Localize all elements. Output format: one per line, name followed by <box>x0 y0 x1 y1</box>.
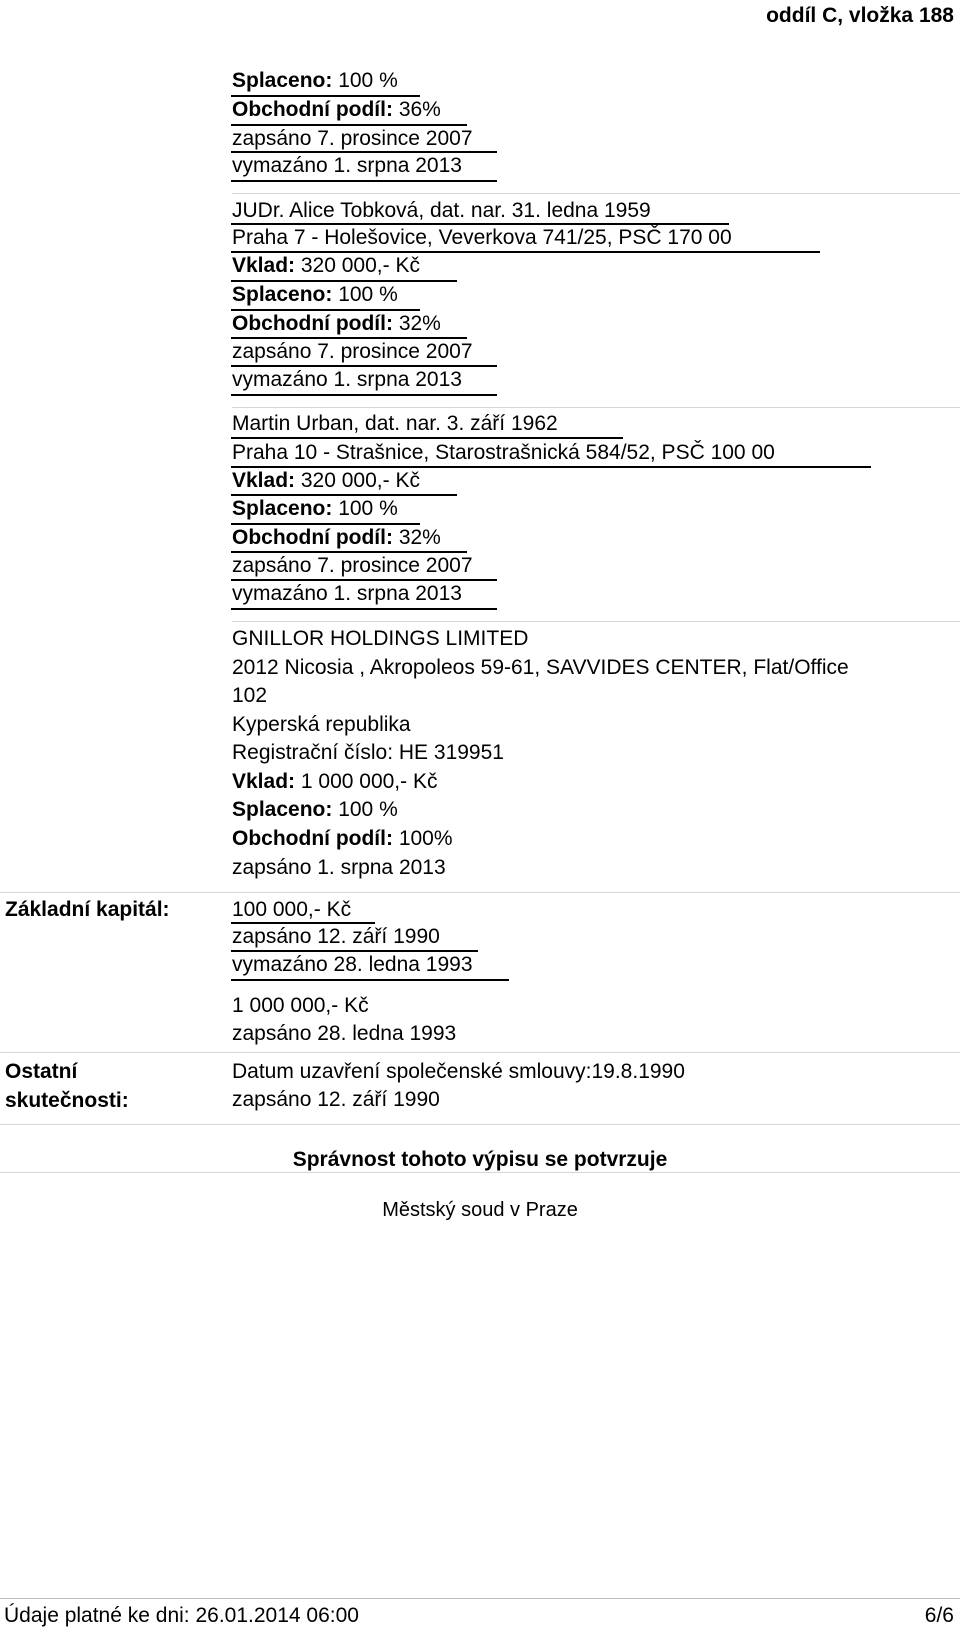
shareholder-country: Kyperská republika <box>232 713 411 736</box>
deposit-line: Vklad: 320 000,- Kč <box>232 254 420 277</box>
strike-underline <box>231 394 497 396</box>
divider <box>0 1172 960 1173</box>
shareholder-name: Martin Urban, dat. nar. 3. září 1962 <box>232 412 558 435</box>
capital-old-value: 100 000,- Kč <box>232 898 352 921</box>
capital-label: Základní kapitál: <box>5 898 170 921</box>
shareholder-address: 2012 Nicosia , Akropoleos 59-61, SAVVIDES CENTER, Flat/Office <box>232 656 849 679</box>
registered-date: zapsáno 7. prosince 2007 <box>232 554 473 577</box>
divider <box>0 1052 960 1053</box>
section-header: oddíl C, vložka 188 <box>766 4 954 27</box>
shareholder-address: Praha 10 - Strašnice, Starostrašnická 584/52, PSČ 100 00 <box>232 441 775 464</box>
registration-number: Registrační číslo: HE 319951 <box>232 741 504 764</box>
deposit-line: Vklad: 320 000,- Kč <box>232 469 420 492</box>
paid-line: Splaceno: 100 % <box>232 798 398 821</box>
other-facts-label-cont: skutečnosti: <box>5 1089 129 1112</box>
share-line: Obchodní podíl: 32% <box>232 312 441 335</box>
page-number: 6/6 <box>924 1604 954 1627</box>
contract-date: Datum uzavření společenské smlouvy:19.8.1990 <box>232 1060 685 1083</box>
other-facts-label: Ostatní <box>5 1060 78 1083</box>
deleted-date: vymazáno 1. srpna 2013 <box>232 582 462 605</box>
divider <box>232 407 960 408</box>
deposit-line: Vklad: 1 000 000,- Kč <box>232 770 438 793</box>
shareholder-address-cont: 102 <box>232 684 268 707</box>
registered-date: zapsáno 7. prosince 2007 <box>232 127 473 150</box>
capital-old-deleted: vymazáno 28. ledna 1993 <box>232 953 473 976</box>
deleted-date: vymazáno 1. srpna 2013 <box>232 154 462 177</box>
share-line: Obchodní podíl: 32% <box>232 526 441 549</box>
divider <box>232 193 960 194</box>
divider <box>232 621 960 622</box>
paid-line: Splaceno: 100 % <box>232 69 398 92</box>
paid-line: Splaceno: 100 % <box>232 497 398 520</box>
share-line: Obchodní podíl: 36% <box>232 98 441 121</box>
strike-underline <box>231 437 623 439</box>
shareholder-name: JUDr. Alice Tobková, dat. nar. 31. ledna 1959 <box>232 199 651 222</box>
other-facts-registered: zapsáno 12. září 1990 <box>232 1088 440 1111</box>
confirmation-text: Správnost tohoto výpisu se potvrzuje <box>292 1148 668 1171</box>
divider <box>0 892 960 893</box>
capital-value: 1 000 000,- Kč <box>232 994 369 1017</box>
strike-underline <box>231 180 497 182</box>
paid-line: Splaceno: 100 % <box>232 283 398 306</box>
valid-date: Údaje platné ke dni: 26.01.2014 06:00 <box>4 1604 359 1627</box>
divider <box>0 1124 960 1125</box>
registered-date: zapsáno 1. srpna 2013 <box>232 856 446 879</box>
share-line: Obchodní podíl: 100% <box>232 827 453 850</box>
capital-registered: zapsáno 28. ledna 1993 <box>232 1022 457 1045</box>
strike-underline <box>231 608 497 610</box>
shareholder-address: Praha 7 - Holešovice, Veverkova 741/25, PSČ 170 00 <box>232 226 732 249</box>
strike-underline <box>231 979 509 981</box>
deleted-date: vymazáno 1. srpna 2013 <box>232 368 462 391</box>
registered-date: zapsáno 7. prosince 2007 <box>232 340 473 363</box>
court-name: Městský soud v Praze <box>382 1199 578 1221</box>
capital-old-registered: zapsáno 12. září 1990 <box>232 925 440 948</box>
footer-divider <box>0 1598 960 1599</box>
shareholder-name: GNILLOR HOLDINGS LIMITED <box>232 627 529 650</box>
